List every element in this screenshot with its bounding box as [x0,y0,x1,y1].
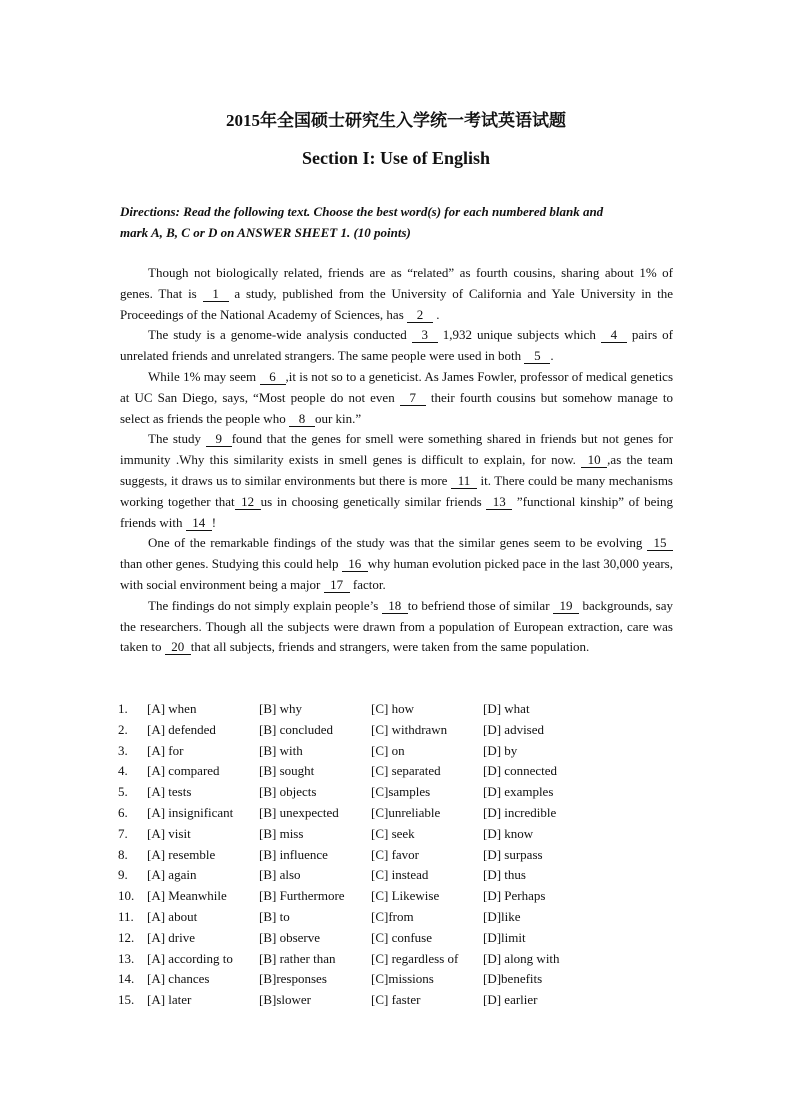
paragraph-4 [120,429,673,533]
passage-text: a study, published from the University of California and Yale University in the Proceedings of the National Academy of Sciences, has [120,285,674,322]
option-c: [C] confuse [371,929,433,945]
option-d: [D]like [483,908,521,924]
option-a: [A] Meanwhile [147,888,227,904]
option-row-5 [118,782,678,803]
option-a: [A] resemble [147,846,216,862]
option-d: [D] advised [483,721,545,737]
question-number: 8. [118,846,128,862]
option-c: [C] Likewise [371,888,440,904]
blank-14: 14 [186,515,212,531]
option-row-15 [118,990,678,1011]
passage-text: The findings do not simply explain people’s [148,597,382,613]
option-b: [B] objects [259,784,317,800]
option-row-6 [118,803,678,824]
blank-7: 7 [400,390,426,406]
passage-text: factor. [349,576,386,592]
option-b: [B] to [259,908,290,924]
option-b: [B] observe [259,929,321,945]
passage-text: . [433,306,440,322]
blank-11: 11 [451,473,477,489]
question-number: 14. [118,971,135,987]
option-a: [A] about [147,908,198,924]
option-row-11 [118,907,678,928]
option-c: [C] withdrawn [371,721,448,737]
option-a: [A] for [147,742,184,758]
option-row-8 [118,845,678,866]
passage-text: backgrounds, say the researchers. Though all the subjects were drawn from a population of European extraction, care was taken to [120,597,673,655]
option-a: [A] compared [147,763,220,779]
option-a: [A] drive [147,929,196,945]
passage-text: than other genes. Studying this could help [120,556,342,572]
passage-text: . [550,348,554,364]
option-row-12 [118,928,678,949]
option-b: [B] unexpected [259,804,339,820]
option-b: [B] why [259,701,302,716]
option-c: [C] seek [371,825,415,841]
option-c: [C] how [371,701,414,716]
option-a: [A] visit [147,825,191,841]
passage-text: us in choosing genetically similar friends [260,493,487,509]
option-c: [C] instead [371,867,429,883]
blank-20: 20 [165,639,191,655]
passage-text: our kin.” [314,410,362,426]
option-row-10 [118,886,678,907]
passage-text: found that the genes for smell were something shared in friends but not genes for immunity .Why this similarity exists in smell genes is difficult to explain, for now. [120,431,673,468]
passage-text: The study is a genome-wide analysis conducted [148,327,412,343]
option-c: [C] faster [371,992,421,1008]
option-d: [D] incredible [483,804,557,820]
option-a: [A] again [147,867,197,883]
blank-6: 6 [260,369,286,385]
option-row-14 [118,969,678,990]
blank-19: 19 [553,598,579,614]
option-a: [A] when [147,701,197,716]
option-c: [C] separated [371,763,441,779]
option-b: [B] also [259,867,301,883]
option-d: [D] surpass [483,846,543,862]
blank-1: 1 [203,286,229,302]
paragraph-5 [120,533,673,595]
paragraph-6 [120,596,673,658]
option-c: [C]from [371,908,414,924]
option-row-9 [118,865,678,886]
passage-text: Though not biologically related, friends are as “related” as fourth cousins, sharing about 1% of genes. That is [120,265,673,301]
answer-options [118,699,678,1011]
option-b: [B]slower [259,992,311,1008]
section-heading: Section I: Use of English [301,148,490,168]
passage-text: The study [148,431,206,447]
option-a: [A] tests [147,784,192,800]
question-number: 5. [118,784,128,800]
option-a: [A] insignificant [147,804,234,820]
passage-text: One of the remarkable findings of the study was that the similar genes seem to be evolving [148,535,647,551]
passage-text: ,as the team suggests, it draws us to similar environments but there is more [120,452,673,488]
option-row-13 [118,949,678,970]
question-number: 2. [118,721,128,737]
passage-text: ! [211,514,217,530]
option-b: [B] Furthermore [259,888,345,904]
question-number: 4. [118,763,128,779]
blank-4: 4 [601,327,627,343]
paragraph-3 [120,367,673,429]
question-number: 15. [118,992,135,1008]
directions [120,201,680,243]
blank-8: 8 [289,411,315,427]
option-a: [A] chances [147,971,210,987]
option-row-2 [118,720,678,741]
question-number: 1. [118,701,128,716]
question-number: 7. [118,825,128,841]
option-a: [A] later [147,992,192,1008]
passage-text: ,it is not so to a geneticist. As James Fowler, professor of medical genetics at UC San Diego, says, “Most people do not even [120,368,674,405]
option-b: [B] with [259,742,303,758]
blank-9: 9 [206,431,232,447]
option-c: [C]missions [371,971,434,987]
directions-line: mark A, B, C or D on ANSWER SHEET 1. (10 points) [120,225,411,240]
passage-text: While 1% may seem [148,368,260,384]
option-c: [C]samples [371,784,431,800]
option-d: [D] examples [483,784,554,800]
blank-15: 15 [647,535,673,551]
question-number: 12. [118,929,135,945]
option-d: [D] what [483,701,530,716]
option-d: [D] earlier [483,992,538,1008]
option-d: [D] by [483,742,518,758]
passage-text: their fourth cousins but somehow manage to select as friends the people who [120,389,673,426]
passage [120,263,673,658]
option-d: [D] connected [483,763,557,779]
option-d: [D]benefits [483,971,543,987]
document-title: 2015年全国硕士研究生入学统一考试英语试题 [226,111,566,130]
option-d: [D] Perhaps [483,888,546,904]
blank-2: 2 [407,307,433,323]
blank-18: 18 [382,598,408,614]
option-d: [D] know [483,825,534,841]
question-number: 10. [118,888,135,904]
blank-13: 13 [486,494,512,510]
blank-17: 17 [324,577,350,593]
option-b: [B] miss [259,825,304,841]
option-b: [B]responses [259,971,327,987]
option-row-1 [118,699,678,720]
passage-text: that all subjects, friends and strangers, were taken from the same population. [190,639,590,655]
option-c: [C]unreliable [371,804,441,820]
option-b: [B] sought [259,763,315,779]
blank-16: 16 [342,556,368,572]
option-d: [D] thus [483,867,526,883]
option-c: [C] regardless of [371,950,459,966]
option-d: [D] along with [483,950,560,966]
passage-text: why human evolution picked pace in the last 30,000 years, with social environment being a major [120,556,673,592]
paragraph-2 [120,325,673,367]
question-number: 9. [118,867,128,883]
directions-line: Directions: Read the following text. Choose the best word(s) for each numbered blank and [120,204,604,219]
option-c: [C] on [371,742,405,758]
question-number: 11. [118,908,134,924]
option-b: [B] concluded [259,721,334,737]
option-a: [A] defended [147,721,216,737]
option-row-7 [118,824,678,845]
question-number: 13. [118,950,135,966]
passage-text: it. There could be many mechanisms working together that [120,472,673,509]
passage-text: to befriend those of similar [407,597,554,613]
blank-5: 5 [524,348,550,364]
option-c: [C] favor [371,846,420,862]
passage-text: pairs of unrelated friends and unrelated strangers. The same people were used in both [120,327,673,364]
option-d: [D]limit [483,929,526,945]
blank-12: 12 [235,494,261,510]
blank-10: 10 [581,452,607,468]
paragraph-1 [120,263,673,325]
passage-text: 1,932 unique subjects which [437,327,601,343]
question-number: 6. [118,804,128,820]
option-a: [A] according to [147,950,233,966]
passage-text: ”functional kinship” of being friends with [120,493,673,530]
blank-3: 3 [412,327,438,343]
option-b: [B] influence [259,846,328,862]
option-row-3 [118,741,678,762]
option-row-4 [118,761,678,782]
option-b: [B] rather than [259,950,336,966]
question-number: 3. [118,742,128,758]
